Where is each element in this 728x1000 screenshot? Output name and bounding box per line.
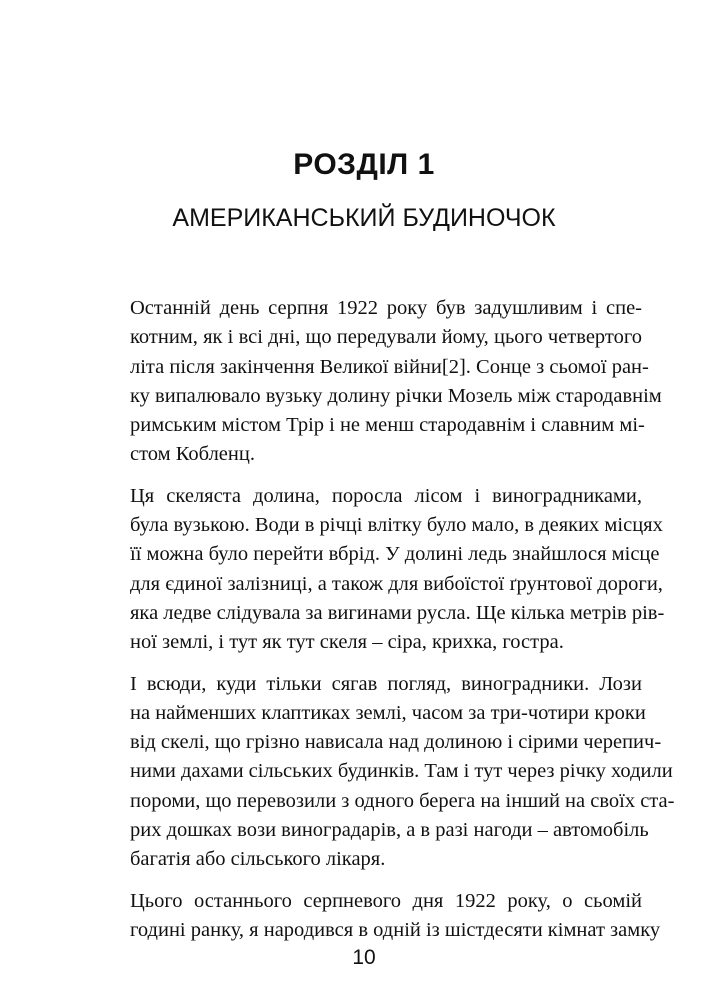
text-line: ними дахами сільських будинків. Там і тут через річку ходили bbox=[130, 760, 673, 783]
text-line: її можна було перейти вбрід. У долині ледь знайшлося місце bbox=[130, 543, 660, 566]
text-line: від скелі, що грізно нависала над долиною і сірими черепич- bbox=[130, 731, 662, 754]
text-line: багатія або сільського лікаря. bbox=[130, 848, 386, 871]
text-line: Останній день серпня 1922 року був задушливим і спе- bbox=[130, 297, 642, 319]
text-line: літа після закінчення Великої війни[2]. Сонце з сьомої ран- bbox=[130, 355, 649, 378]
text-line: стом Кобленц. bbox=[130, 443, 255, 466]
text-line: римським містом Трір і не менш стародавнім і славним мі- bbox=[130, 414, 645, 437]
text-line: пороми, що перевозили з одного берега на інший на своїх ста- bbox=[130, 789, 675, 812]
text-line: ку випалювало вузьку долину річки Мозель між стародавнім bbox=[130, 384, 662, 407]
chapter-number: РОЗДІЛ 1 bbox=[293, 148, 435, 181]
text-line: була вузькою. Води в річці влітку було мало, в деяких місцях bbox=[130, 514, 663, 537]
text-line: І всюди, куди тільки сягав погляд, виноградники. Лози bbox=[130, 672, 642, 695]
chapter-title: АМЕРИКАНСЬКИЙ БУДИНОЧОК bbox=[172, 204, 556, 232]
text-line: годині ранку, я народився в одній із шістдесяти кімнат замку bbox=[130, 918, 661, 941]
page-number: 10 bbox=[352, 946, 376, 969]
text-line: для єдиної залізниці, а також для вибоїстої ґрунтової дороги, bbox=[130, 572, 663, 595]
text-line: ної землі, і тут як тут скеля – сіра, крихка, гостра. bbox=[130, 631, 564, 654]
body-text bbox=[86, 294, 675, 957]
text-line: рих дошках вози виноградарів, а в разі нагоди – автомобіль bbox=[130, 819, 649, 842]
paragraph bbox=[86, 887, 661, 946]
paragraph bbox=[86, 294, 662, 470]
paragraph bbox=[86, 670, 675, 875]
text-line: Цього останнього серпневого дня 1922 року, о сьомій bbox=[130, 889, 642, 912]
text-line: Ця скеляста долина, поросла лісом і виноградниками, bbox=[130, 484, 642, 507]
text-line: яка ледве слідувала за вигинами русла. Ще кілька метрів рів- bbox=[130, 601, 665, 624]
text-line: на найменших клаптиках землі, часом за три-чотири кроки bbox=[130, 701, 646, 724]
paragraph bbox=[86, 482, 665, 658]
text-line: котним, як і всі дні, що передували йому, цього четвертого bbox=[130, 326, 642, 349]
